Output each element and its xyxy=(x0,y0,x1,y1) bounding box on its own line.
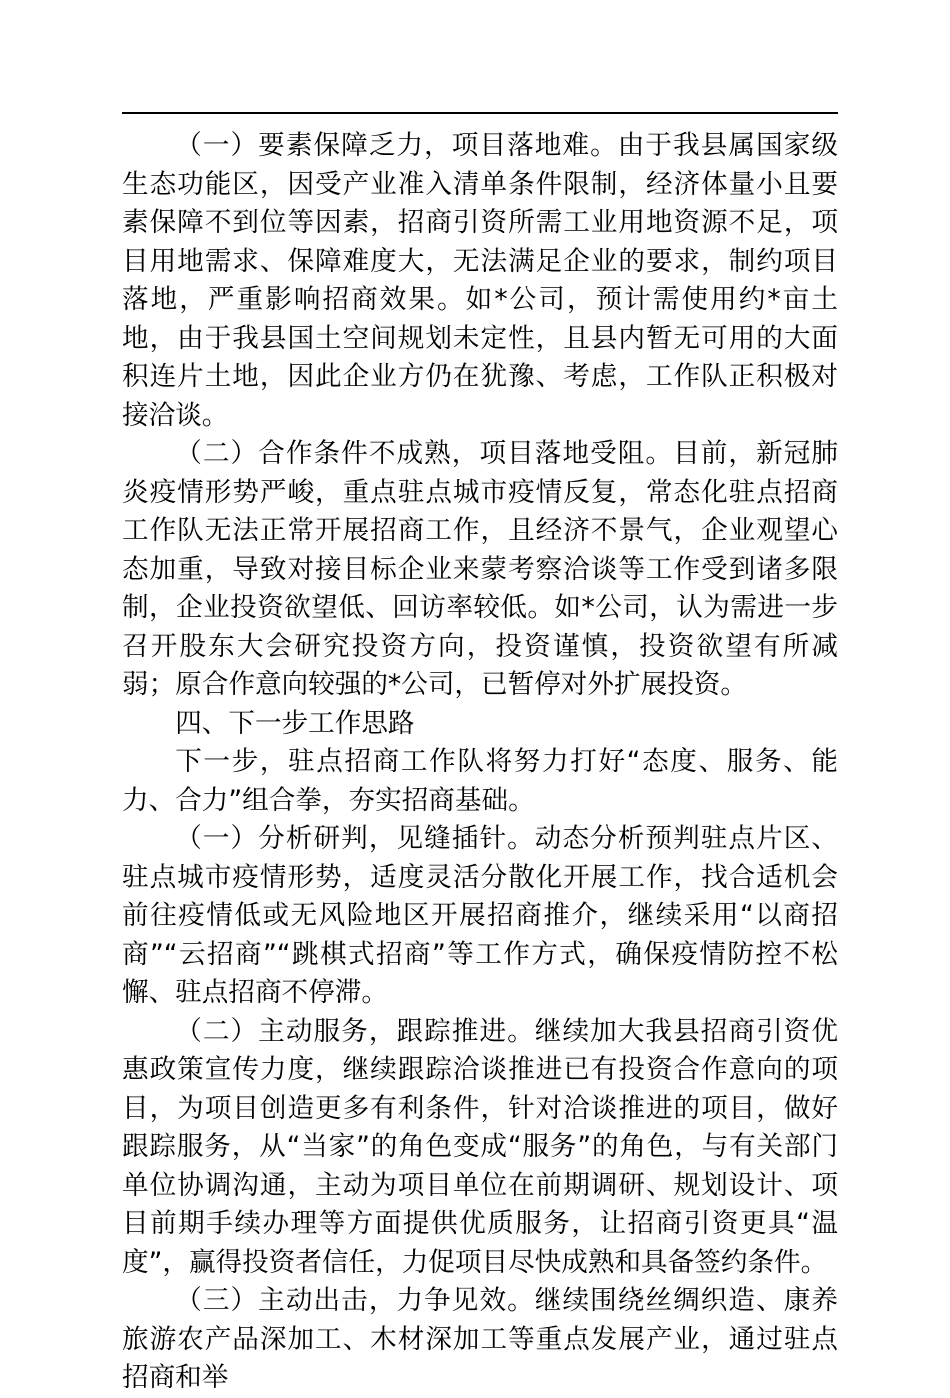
paragraph-next-steps-intro: 下一步，驻点招商工作队将努力打好“态度、服务、能力、合力”组合拳，夯实招商基础。 xyxy=(122,746,838,816)
header-rule xyxy=(122,112,838,114)
paragraph-active-service: （二）主动服务，跟踪推进。继续加大我县招商引资优惠政策宣传力度，继续跟踪洽谈推进已有投资合作意向的项目，为项目创造更多有利条件，针对洽谈推进的项目，做好跟踪服务，从“当家”的角色变成“服务”的角色，与有关部门单位协调沟通，主动为项目单位在前期调研、规划设计、项目前期手续办理等方面提供优质服务，让招商引资更具“温度”，赢得投资者信任，力促项目尽快成熟和具备签约条件。 xyxy=(122,1015,838,1278)
paragraph-cooperation-conditions: （二）合作条件不成熟，项目落地受阻。目前，新冠肺炎疫情形势严峻，重点驻点城市疫情反复，常态化驻点招商工作队无法正常开展招商工作，且经济不景气，企业观望心态加重，导致对接目标企业来蒙考察洽谈等工作受到诸多限制，企业投资欲望低、回访率较低。如*公司，认为需进一步召开股东大会研究投资方向，投资谨慎，投资欲望有所减弱；原合作意向较强的*公司，已暂停对外扩展投资。 xyxy=(122,438,838,700)
section-heading-next-steps: 四、下一步工作思路 xyxy=(175,707,415,739)
paragraph-analysis: （一）分析研判，见缝插针。动态分析预判驻点片区、驻点城市疫情形势，适度灵活分散化开展工作，找合适机会前往疫情低或无风险地区开展招商推介，继续采用“以商招商”“云招商”“跳棋式招商”等工作方式，确保疫情防控不松懈、驻点招商不停滞。 xyxy=(122,823,838,1008)
document-body xyxy=(122,127,838,1398)
paragraph-factor-guarantee: （一）要素保障乏力，项目落地难。由于我县属国家级生态功能区，因受产业准入清单条件限制，经济体量小且要素保障不到位等因素，招商引资所需工业用地资源不足，项目用地需求、保障难度大，无法满足企业的要求，制约项目落地，严重影响招商效果。如*公司，预计需使用约*亩土地，由于我县国土空间规划未定性，且县内暂无可用的大面积连片土地，因此企业方仍在犹豫、考虑，工作队正积极对接洽谈。 xyxy=(122,130,838,431)
paragraph-take-initiative: （三）主动出击，力争见效。继续围绕丝绸织造、康养旅游农产品深加工、木材深加工等重点发展产业，通过驻点招商和举 xyxy=(122,1285,838,1393)
